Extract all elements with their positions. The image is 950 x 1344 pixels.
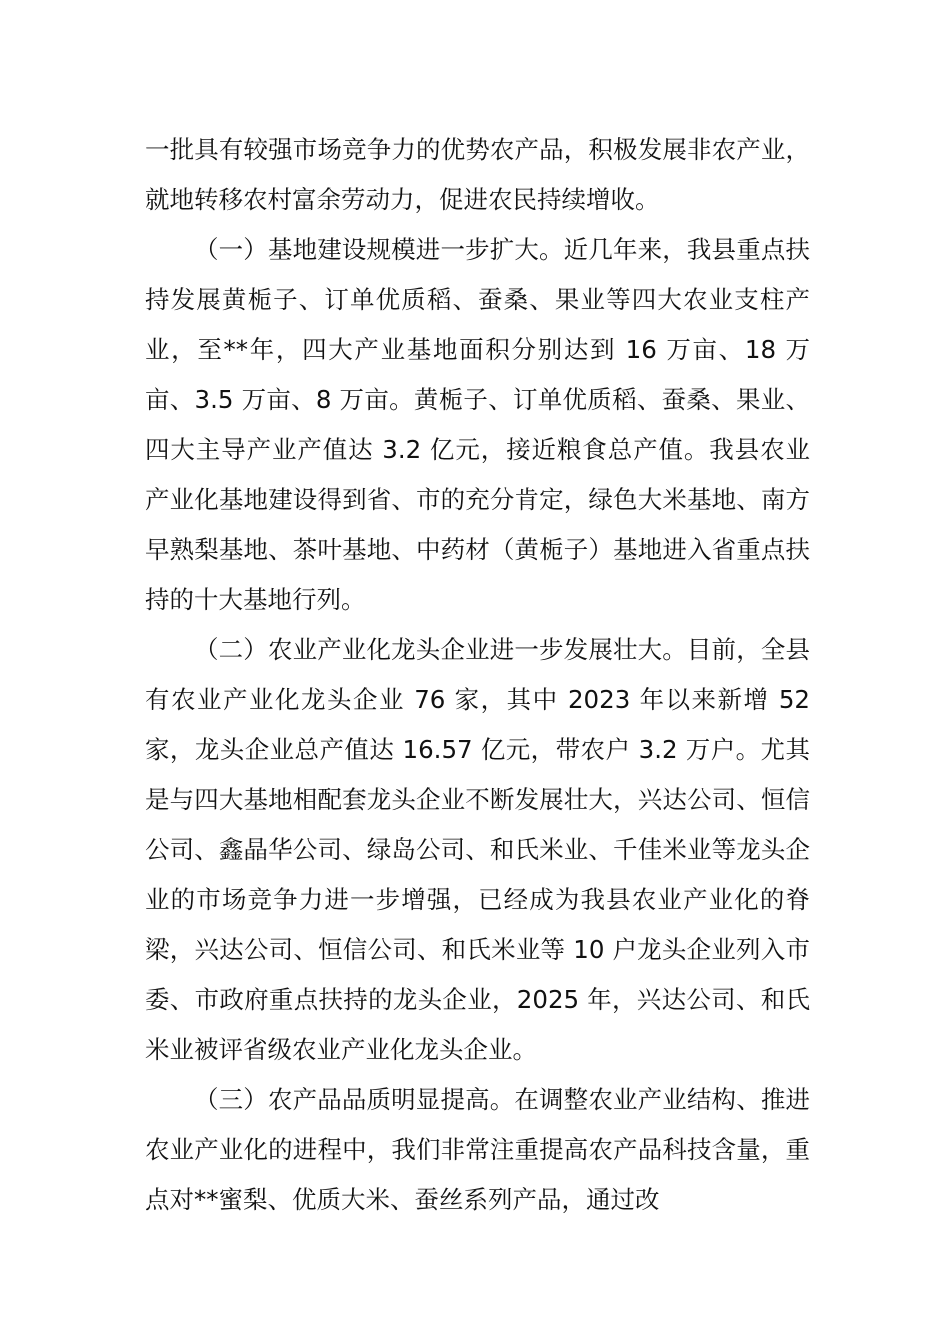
paragraph-leading-enterprises: （二）农业产业化龙头企业进一步发展壮大。目前，全县有农业产业化龙头企业 76 家，其中 2023 年以来新增 52 家，龙头企业总产值达 16.57 亿元，带农户 3.2 万户。尤其是与四大基地相配套龙头企业不断发展壮大，兴达公司、恒信公司、鑫晶华公司、绿岛公司、和氏米业、千佳米业等龙头企业的市场竞争力进一步增强，已经成为我县农业产业化的脊梁，兴达公司、恒信公司、和氏米业等 10 户龙头企业列入市委、市政府重点扶持的龙头企业，2025 年，兴达公司、和氏米业被评省级农业产业化龙头企业。: [145, 635, 810, 1064]
document-body: [145, 125, 810, 1225]
paragraph-product-quality: （三）农产品品质明显提高。在调整农业产业结构、推进农业产业化的进程中，我们非常注重提高农产品科技含量，重点对**蜜梨、优质大米、蚕丝系列产品，通过改: [145, 1085, 810, 1214]
paragraph-base-construction: （一）基地建设规模进一步扩大。近几年来，我县重点扶持发展黄栀子、订单优质稻、蚕桑、果业等四大农业支柱产业，至**年，四大产业基地面积分别达到 16 万亩、18 万亩、3.5 万亩、8 万亩。黄栀子、订单优质稻、蚕桑、果业、四大主导产业产值达 3.2 亿元，接近粮食总产值。我县农业产业化基地建设得到省、市的充分肯定，绿色大米基地、南方早熟梨基地、茶叶基地、中药材（黄栀子）基地进入省重点扶持的十大基地行列。: [145, 235, 810, 614]
paragraph-continuation: 一批具有较强市场竞争力的优势农产品，积极发展非农产业，就地转移农村富余劳动力，促进农民持续增收。: [145, 135, 810, 214]
